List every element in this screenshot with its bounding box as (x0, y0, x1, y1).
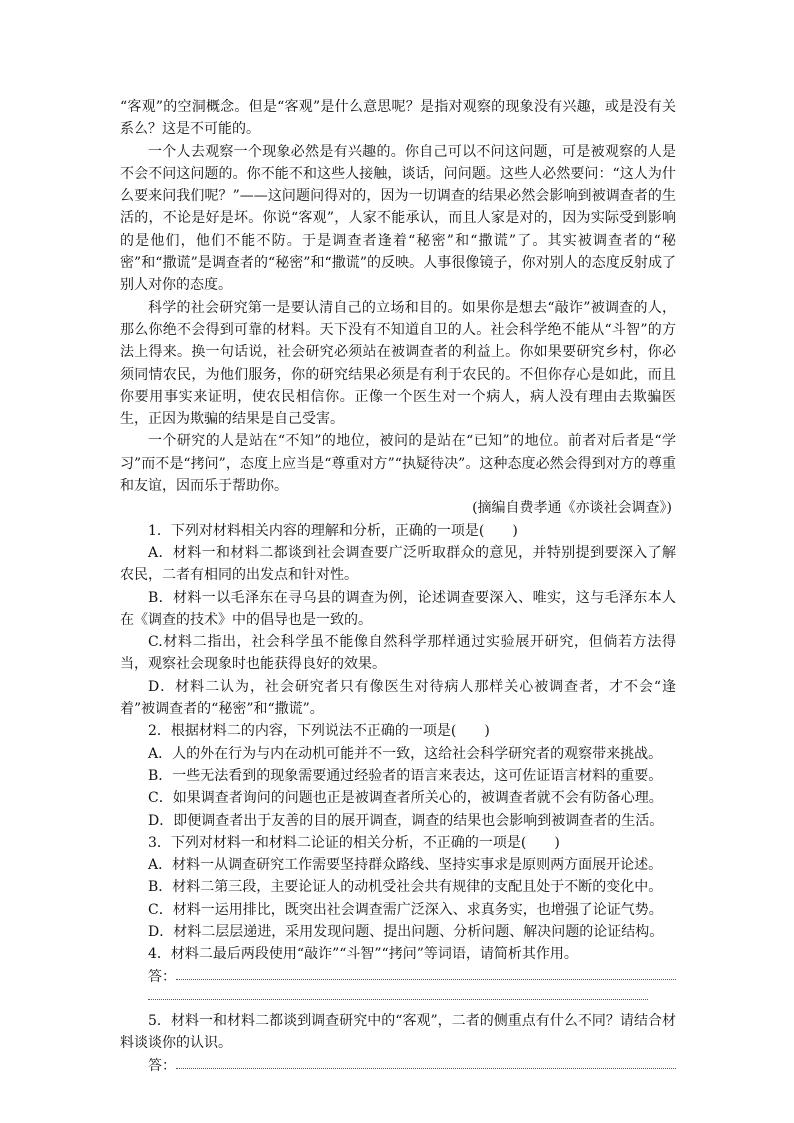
answer-label: 答： (148, 968, 176, 985)
passage-paragraph-1: “客观”的空洞概念。但是“客观”是什么意思呢？是指对观察的现象没有兴趣，或是没有关系么？这是不可能的。 (120, 99, 676, 138)
passage-paragraph-2: 一个人去观察一个现象必然是有兴趣的。你自己可以不问这问题，可是被观察的人是不会不问这问题的。你不能不和这些人接触，谈话，问问题。这些人必然要问：“这人为什么要来问我们呢？”——这问题问得对的，因为一切调查的结果必然会影响到被调查者的生活的，不论是好是坏。你说“客观”，人家不能承认，而且人家是对的，因为实际受到影响的是他们，他们不能不防。于是调查者逢着“秘密”和“撒谎”了。其实被调查者的“秘密”和“撒谎”是调查者的“秘密”和“撒谎”的反映。人事很像镜子，你对别人的态度反射成了别人对你的态度。 (120, 143, 676, 294)
answer-dotted-line (176, 979, 676, 980)
option-b: B．材料一以毛泽东在寻乌县的调查为例，论述调查要深入、唯实，这与毛泽东本人在《调查的技术》中的倡导也是一致的。 (120, 589, 676, 628)
exam-page (120, 96, 676, 1077)
question-4 (120, 943, 676, 1010)
option-a: A．材料一和材料二都谈到社会调查要广泛听取群众的意见，并特别提到要深入了解农民，二者有相同的出发点和针对性。 (120, 544, 676, 584)
option-d: D．材料二认为，社会研究者只有像医生对待病人那样关心被调查者，才不会“逢着”被调查者的“秘密”和“撒谎”。 (120, 678, 676, 718)
answer-dotted-line (176, 1068, 676, 1069)
option-a: A．材料一从调查研究工作需要坚持群众路线、坚持实事求是原则两方面展开论述。 (148, 857, 663, 874)
option-d: D．即便调查者出于友善的目的展开调查，调查的结果也会影响到被调查者的生活。 (148, 812, 664, 829)
question-1 (120, 520, 676, 721)
question-stem: 3．下列对材料一和材料二论证的相关分析，不正确的一项是( ) (148, 834, 560, 851)
question-2 (120, 720, 676, 831)
question-stem: 5．材料一和材料二都谈到调查研究中的“客观”，二者的侧重点有什么不同？请结合材料谈谈你的认识。 (120, 1013, 676, 1052)
option-c: C．材料一运用排比，既突出社会调查需广泛深入、求真务实，也增强了论证气势。 (148, 901, 663, 918)
passage-paragraph-3: 科学的社会研究第一是要认清自己的立场和目的。如果你是想去“敲诈”被调查的人，那么你绝不会得到可靠的材料。天下没有不知道自卫的人。社会科学绝不能从“斗智”的方法上得来。换一句话说，社会研究必须站在被调查者的利益上。你如果要研究乡村，你必须同情农民，为他们服务，你的研究结果必须是有利于农民的。不但你存心是如此，而且你要用事实来证明，使农民相信你。正像一个医生对一个病人，病人没有理由去欺骗医生，正因为欺骗的结果是自己受害。 (120, 299, 676, 428)
option-d: D．材料二层层递进，采用发现问题、提出问题、分析问题、解决问题的论证结构。 (148, 923, 664, 940)
answer-line[interactable] (120, 966, 676, 988)
question-stem: 4．材料二最后两段使用“敲诈”“斗智”“拷问”等词语，请简析其作用。 (148, 946, 578, 963)
answer-line-continued[interactable] (148, 988, 676, 1010)
answer-label: 答： (148, 1057, 176, 1074)
option-b: B．材料二第三段，主要论证人的动机受社会共有规律的支配且处于不断的变化中。 (148, 879, 663, 896)
answer-dotted-line (148, 999, 648, 1000)
question-3 (120, 832, 676, 943)
option-c: C.材料二指出，社会科学虽不能像自然科学那样通过实验展开研究，但倘若方法得当，观察社会现象时也能获得良好的效果。 (120, 634, 676, 673)
option-c: C．如果调查者询问的问题也正是被调查者所关心的，被调查者就不会有防备心理。 (148, 790, 663, 807)
answer-line[interactable] (120, 1055, 676, 1077)
question-5 (120, 1010, 676, 1077)
passage-paragraph-4: 一个研究的人是站在“不知”的地位，被问的是站在“已知”的地位。前者对后者是“学习”而不是“拷问”，态度上应当是“尊重对方”“执疑待决”。这种态度必然会得到对方的尊重和友谊，因而乐于帮助你。 (120, 433, 676, 495)
option-a: A．人的外在行为与内在动机可能并不一致，这给社会科学研究者的观察带来挑战。 (148, 745, 663, 762)
question-stem: 1．下列对材料相关内容的理解和分析，正确的一项是( ) (148, 522, 518, 539)
option-b: B．一些无法看到的现象需要通过经验者的语言来表达，这可佐证语言材料的重要。 (148, 767, 663, 784)
passage-source: (摘编自费孝通《亦谈社会调查》) (472, 500, 672, 517)
question-stem: 2．根据材料二的内容，下列说法不正确的一项是( ) (148, 723, 490, 740)
